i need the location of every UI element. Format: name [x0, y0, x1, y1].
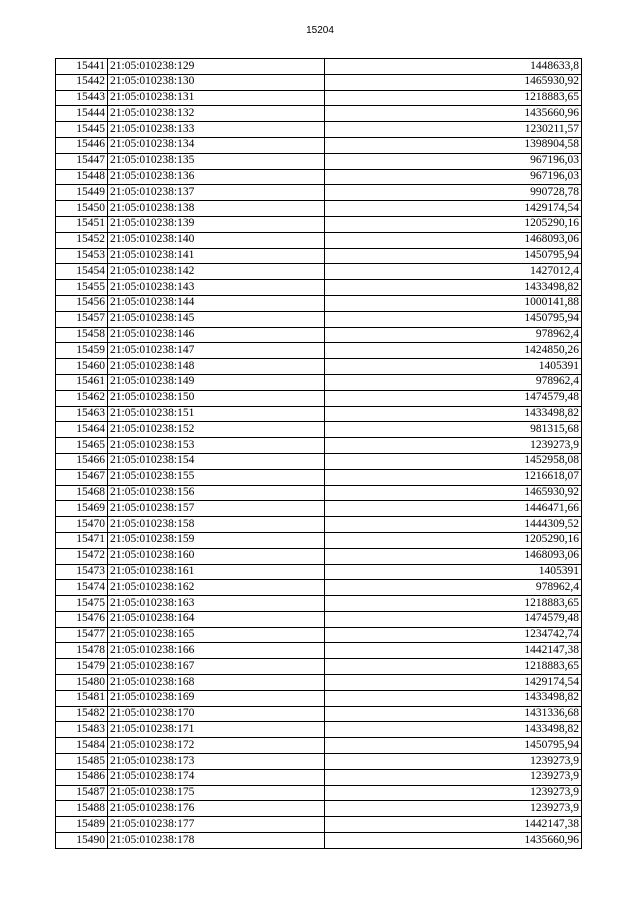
row-number-cell: 15461 — [56, 374, 108, 390]
table-row — [56, 327, 582, 343]
cadastral-number-cell: 21:05:010238:173 — [108, 754, 325, 770]
table-row — [56, 611, 582, 627]
cadastral-number-cell: 21:05:010238:148 — [108, 359, 325, 375]
value-cell: 1433498,82 — [325, 690, 582, 706]
value-cell: 1405391 — [325, 359, 582, 375]
table-row — [56, 627, 582, 643]
cadastral-number-cell: 21:05:010238:168 — [108, 675, 325, 691]
row-number-cell: 15476 — [56, 611, 108, 627]
row-number-cell: 15477 — [56, 627, 108, 643]
value-cell: 1442147,38 — [325, 643, 582, 659]
cadastral-number-cell: 21:05:010238:154 — [108, 453, 325, 469]
row-number-cell: 15488 — [56, 801, 108, 817]
row-number-cell: 15450 — [56, 201, 108, 217]
value-cell: 1218883,65 — [325, 596, 582, 612]
cadastral-number-cell: 21:05:010238:170 — [108, 706, 325, 722]
value-cell: 1205290,16 — [325, 216, 582, 232]
cadastral-number-cell: 21:05:010238:175 — [108, 785, 325, 801]
value-cell: 1398904,58 — [325, 137, 582, 153]
cadastral-number-cell: 21:05:010238:171 — [108, 722, 325, 738]
table-row — [56, 122, 582, 138]
value-cell: 1448633,8 — [325, 59, 582, 75]
table-row — [56, 833, 582, 849]
row-number-cell: 15463 — [56, 406, 108, 422]
table-row — [56, 706, 582, 722]
cadastral-number-cell: 21:05:010238:166 — [108, 643, 325, 659]
table-row — [56, 248, 582, 264]
table-row — [56, 422, 582, 438]
row-number-cell: 15444 — [56, 106, 108, 122]
cadastral-number-cell: 21:05:010238:140 — [108, 232, 325, 248]
cadastral-number-cell: 21:05:010238:131 — [108, 90, 325, 106]
row-number-cell: 15475 — [56, 596, 108, 612]
table-row — [56, 295, 582, 311]
row-number-cell: 15480 — [56, 675, 108, 691]
value-cell: 1468093,06 — [325, 548, 582, 564]
row-number-cell: 15481 — [56, 690, 108, 706]
table-row — [56, 754, 582, 770]
row-number-cell: 15441 — [56, 59, 108, 75]
row-number-cell: 15464 — [56, 422, 108, 438]
cadastral-number-cell: 21:05:010238:133 — [108, 122, 325, 138]
table-row — [56, 390, 582, 406]
row-number-cell: 15448 — [56, 169, 108, 185]
table-row — [56, 74, 582, 90]
table-row — [56, 359, 582, 375]
cadastral-number-cell: 21:05:010238:157 — [108, 501, 325, 517]
table-row — [56, 532, 582, 548]
value-cell: 1450795,94 — [325, 738, 582, 754]
value-cell: 1239273,9 — [325, 754, 582, 770]
table-row — [56, 469, 582, 485]
table-row — [56, 801, 582, 817]
cadastral-number-cell: 21:05:010238:177 — [108, 817, 325, 833]
value-cell: 1230211,57 — [325, 122, 582, 138]
row-number-cell: 15442 — [56, 74, 108, 90]
table-row — [56, 90, 582, 106]
table-row — [56, 343, 582, 359]
value-cell: 1218883,65 — [325, 659, 582, 675]
value-cell: 1435660,96 — [325, 106, 582, 122]
cadastral-number-cell: 21:05:010238:160 — [108, 548, 325, 564]
value-cell: 1465930,92 — [325, 74, 582, 90]
cadastral-number-cell: 21:05:010238:132 — [108, 106, 325, 122]
row-number-cell: 15449 — [56, 185, 108, 201]
cadastral-number-cell: 21:05:010238:178 — [108, 833, 325, 849]
table-row — [56, 438, 582, 454]
table-row — [56, 564, 582, 580]
value-cell: 1433498,82 — [325, 722, 582, 738]
row-number-cell: 15486 — [56, 769, 108, 785]
cadastral-number-cell: 21:05:010238:134 — [108, 137, 325, 153]
table-row — [56, 169, 582, 185]
page-number: 15204 — [306, 25, 334, 36]
row-number-cell: 15462 — [56, 390, 108, 406]
cadastral-number-cell: 21:05:010238:146 — [108, 327, 325, 343]
value-cell: 1442147,38 — [325, 817, 582, 833]
cadastral-number-cell: 21:05:010238:164 — [108, 611, 325, 627]
cadastral-number-cell: 21:05:010238:158 — [108, 517, 325, 533]
table-row — [56, 785, 582, 801]
row-number-cell: 15459 — [56, 343, 108, 359]
table-row — [56, 722, 582, 738]
cadastral-number-cell: 21:05:010238:136 — [108, 169, 325, 185]
row-number-cell: 15465 — [56, 438, 108, 454]
cadastral-number-cell: 21:05:010238:139 — [108, 216, 325, 232]
value-cell: 1465930,92 — [325, 485, 582, 501]
row-number-cell: 15454 — [56, 264, 108, 280]
table-row — [56, 59, 582, 75]
cadastral-number-cell: 21:05:010238:130 — [108, 74, 325, 90]
cadastral-value-table — [55, 58, 582, 849]
value-cell: 1450795,94 — [325, 248, 582, 264]
cadastral-number-cell: 21:05:010238:150 — [108, 390, 325, 406]
row-number-cell: 15451 — [56, 216, 108, 232]
cadastral-number-cell: 21:05:010238:155 — [108, 469, 325, 485]
table-row — [56, 596, 582, 612]
value-cell: 978962,4 — [325, 327, 582, 343]
value-cell: 1474579,48 — [325, 611, 582, 627]
cadastral-number-cell: 21:05:010238:144 — [108, 295, 325, 311]
value-cell: 1452958,08 — [325, 453, 582, 469]
cadastral-number-cell: 21:05:010238:135 — [108, 153, 325, 169]
table-row — [56, 690, 582, 706]
row-number-cell: 15470 — [56, 517, 108, 533]
row-number-cell: 15460 — [56, 359, 108, 375]
table-row — [56, 548, 582, 564]
row-number-cell: 15467 — [56, 469, 108, 485]
row-number-cell: 15469 — [56, 501, 108, 517]
table-row — [56, 374, 582, 390]
table-row — [56, 817, 582, 833]
row-number-cell: 15487 — [56, 785, 108, 801]
table-row — [56, 153, 582, 169]
row-number-cell: 15455 — [56, 280, 108, 296]
table-row — [56, 643, 582, 659]
value-cell: 990728,78 — [325, 185, 582, 201]
value-cell: 1218883,65 — [325, 90, 582, 106]
table-row — [56, 137, 582, 153]
value-cell: 1000141,88 — [325, 295, 582, 311]
cadastral-number-cell: 21:05:010238:162 — [108, 580, 325, 596]
row-number-cell: 15478 — [56, 643, 108, 659]
value-cell: 981315,68 — [325, 422, 582, 438]
table-row — [56, 517, 582, 533]
value-cell: 1239273,9 — [325, 438, 582, 454]
cadastral-number-cell: 21:05:010238:167 — [108, 659, 325, 675]
value-cell: 1431336,68 — [325, 706, 582, 722]
table-row — [56, 675, 582, 691]
cadastral-number-cell: 21:05:010238:156 — [108, 485, 325, 501]
cadastral-number-cell: 21:05:010238:147 — [108, 343, 325, 359]
value-cell: 1234742,74 — [325, 627, 582, 643]
cadastral-number-cell: 21:05:010238:142 — [108, 264, 325, 280]
row-number-cell: 15457 — [56, 311, 108, 327]
table-row — [56, 264, 582, 280]
value-cell: 1205290,16 — [325, 532, 582, 548]
row-number-cell: 15474 — [56, 580, 108, 596]
row-number-cell: 15466 — [56, 453, 108, 469]
value-cell: 1429174,54 — [325, 201, 582, 217]
cadastral-number-cell: 21:05:010238:161 — [108, 564, 325, 580]
row-number-cell: 15447 — [56, 153, 108, 169]
table-row — [56, 280, 582, 296]
value-cell: 1444309,52 — [325, 517, 582, 533]
row-number-cell: 15482 — [56, 706, 108, 722]
value-cell: 1429174,54 — [325, 675, 582, 691]
cadastral-number-cell: 21:05:010238:176 — [108, 801, 325, 817]
value-cell: 1450795,94 — [325, 311, 582, 327]
table-row — [56, 580, 582, 596]
value-cell: 1427012,4 — [325, 264, 582, 280]
row-number-cell: 15452 — [56, 232, 108, 248]
value-cell: 1239273,9 — [325, 785, 582, 801]
row-number-cell: 15471 — [56, 532, 108, 548]
cadastral-number-cell: 21:05:010238:174 — [108, 769, 325, 785]
value-cell: 967196,03 — [325, 153, 582, 169]
table-row — [56, 453, 582, 469]
cadastral-number-cell: 21:05:010238:163 — [108, 596, 325, 612]
value-cell: 1424850,26 — [325, 343, 582, 359]
row-number-cell: 15446 — [56, 137, 108, 153]
row-number-cell: 15485 — [56, 754, 108, 770]
value-cell: 1446471,66 — [325, 501, 582, 517]
table-row — [56, 216, 582, 232]
cadastral-number-cell: 21:05:010238:138 — [108, 201, 325, 217]
row-number-cell: 15458 — [56, 327, 108, 343]
cadastral-number-cell: 21:05:010238:129 — [108, 59, 325, 75]
row-number-cell: 15473 — [56, 564, 108, 580]
row-number-cell: 15472 — [56, 548, 108, 564]
row-number-cell: 15483 — [56, 722, 108, 738]
table-row — [56, 201, 582, 217]
value-cell: 1239273,9 — [325, 801, 582, 817]
value-cell: 1474579,48 — [325, 390, 582, 406]
table-row — [56, 659, 582, 675]
table-row — [56, 501, 582, 517]
cadastral-number-cell: 21:05:010238:145 — [108, 311, 325, 327]
row-number-cell: 15456 — [56, 295, 108, 311]
table-row — [56, 311, 582, 327]
table-row — [56, 185, 582, 201]
row-number-cell: 15445 — [56, 122, 108, 138]
table-row — [56, 232, 582, 248]
value-cell: 967196,03 — [325, 169, 582, 185]
table-row — [56, 106, 582, 122]
row-number-cell: 15443 — [56, 90, 108, 106]
value-cell: 978962,4 — [325, 580, 582, 596]
cadastral-number-cell: 21:05:010238:172 — [108, 738, 325, 754]
value-cell: 978962,4 — [325, 374, 582, 390]
table-row — [56, 769, 582, 785]
cadastral-number-cell: 21:05:010238:143 — [108, 280, 325, 296]
cadastral-number-cell: 21:05:010238:141 — [108, 248, 325, 264]
value-cell: 1239273,9 — [325, 769, 582, 785]
cadastral-number-cell: 21:05:010238:149 — [108, 374, 325, 390]
row-number-cell: 15490 — [56, 833, 108, 849]
cadastral-number-cell: 21:05:010238:152 — [108, 422, 325, 438]
table-row — [56, 738, 582, 754]
cadastral-number-cell: 21:05:010238:137 — [108, 185, 325, 201]
value-cell: 1468093,06 — [325, 232, 582, 248]
cadastral-number-cell: 21:05:010238:159 — [108, 532, 325, 548]
value-cell: 1216618,07 — [325, 469, 582, 485]
value-cell: 1433498,82 — [325, 280, 582, 296]
row-number-cell: 15484 — [56, 738, 108, 754]
row-number-cell: 15453 — [56, 248, 108, 264]
cadastral-number-cell: 21:05:010238:153 — [108, 438, 325, 454]
value-cell: 1433498,82 — [325, 406, 582, 422]
value-cell: 1405391 — [325, 564, 582, 580]
row-number-cell: 15468 — [56, 485, 108, 501]
row-number-cell: 15479 — [56, 659, 108, 675]
table-body — [56, 59, 582, 849]
cadastral-number-cell: 21:05:010238:169 — [108, 690, 325, 706]
value-cell: 1435660,96 — [325, 833, 582, 849]
row-number-cell: 15489 — [56, 817, 108, 833]
table-row — [56, 406, 582, 422]
cadastral-number-cell: 21:05:010238:165 — [108, 627, 325, 643]
table-row — [56, 485, 582, 501]
cadastral-number-cell: 21:05:010238:151 — [108, 406, 325, 422]
